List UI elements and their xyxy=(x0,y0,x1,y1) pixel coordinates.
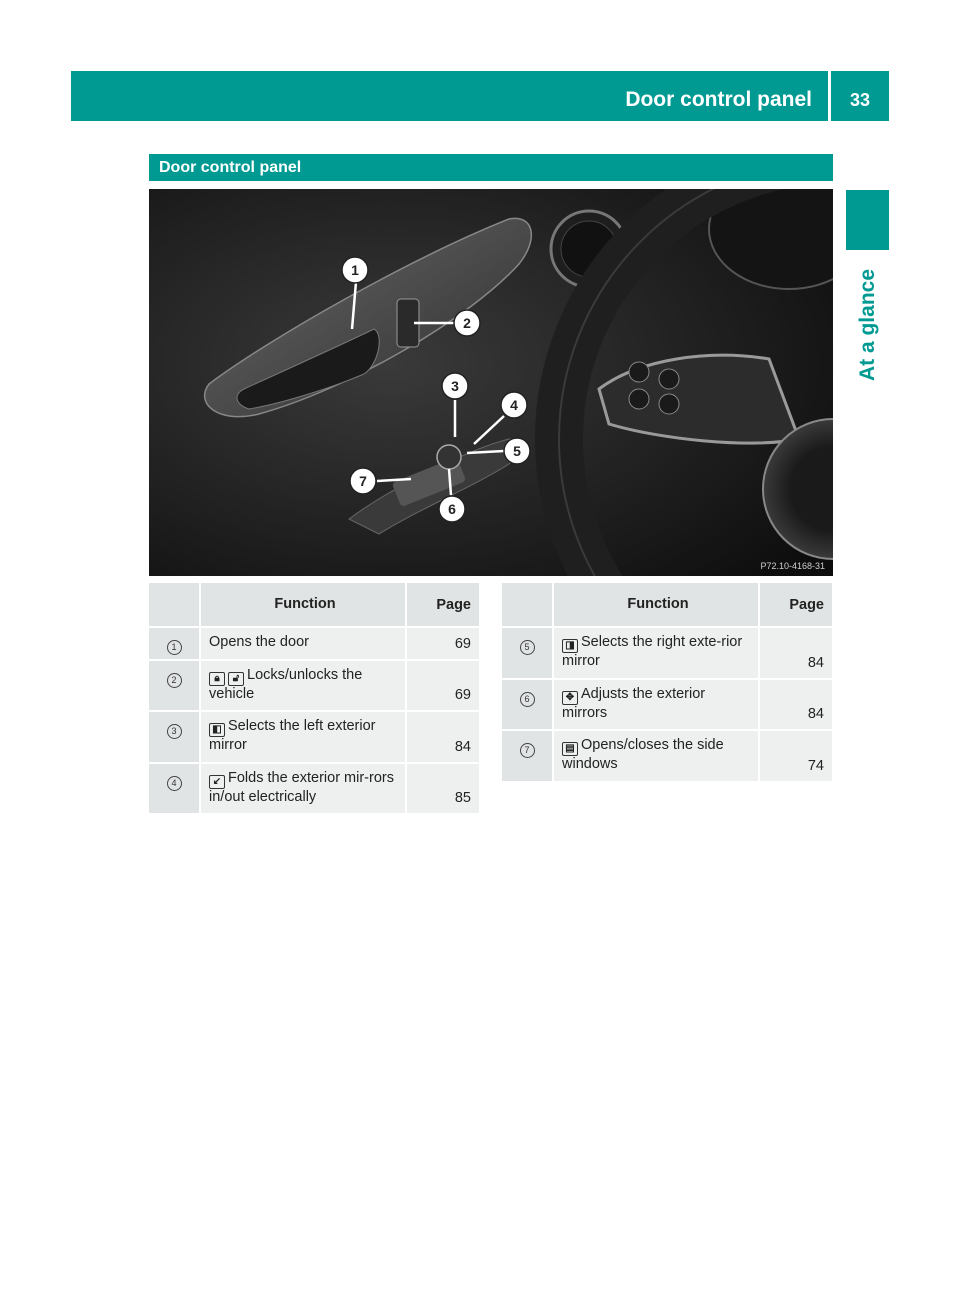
row-number-circle: 6 xyxy=(520,692,535,707)
callout-label: 1 xyxy=(351,262,359,278)
row-function xyxy=(553,730,759,782)
table-row xyxy=(149,660,480,712)
lock-icon: 🔒︎ xyxy=(209,672,225,686)
row-number-circle: 5 xyxy=(520,640,535,655)
page-number: 33 xyxy=(849,90,871,110)
row-page: 85 xyxy=(406,763,480,815)
row-number-circle: 7 xyxy=(520,743,535,758)
function-table-left xyxy=(149,583,481,815)
row-function xyxy=(200,711,406,763)
table-row xyxy=(502,730,833,782)
side-tab-marker xyxy=(846,190,889,250)
header-title: Door control panel xyxy=(625,88,812,111)
row-page: 84 xyxy=(759,679,833,731)
table-row xyxy=(149,627,480,660)
figure-code: P72.10-4168-31 xyxy=(760,561,825,571)
door-panel-illustration xyxy=(149,189,833,576)
row-number xyxy=(149,711,200,763)
header-function: Function xyxy=(553,583,759,627)
right-mirror-icon: ◨ xyxy=(562,639,578,653)
row-function-text: Selects the right exte-rior mirror xyxy=(562,634,743,669)
callout-label: 2 xyxy=(463,315,471,331)
table-row xyxy=(149,711,480,763)
window-icon: ▤ xyxy=(562,742,578,756)
row-number xyxy=(502,679,553,731)
row-number-circle: 1 xyxy=(167,640,182,655)
adjust-mirror-icon: ✥ xyxy=(562,691,578,705)
row-function xyxy=(553,679,759,731)
fold-mirror-icon: ↙ xyxy=(209,775,225,789)
header-num xyxy=(149,583,200,627)
row-page: 74 xyxy=(759,730,833,782)
row-page: 84 xyxy=(759,627,833,679)
row-number-circle: 2 xyxy=(167,673,182,688)
callout-label: 4 xyxy=(510,397,518,413)
row-number xyxy=(502,730,553,782)
row-number xyxy=(149,763,200,815)
row-function-text: Adjusts the exterior mirrors xyxy=(562,685,706,721)
header-page: Page xyxy=(406,583,480,627)
door-panel-photo xyxy=(149,189,833,576)
row-function xyxy=(200,660,406,712)
row-page: 69 xyxy=(406,660,480,712)
function-table-right xyxy=(502,583,834,783)
table-header-row xyxy=(502,583,833,627)
row-function-text: Locks/unlocks the vehicle xyxy=(209,666,363,702)
row-page: 69 xyxy=(406,627,480,660)
section-title: Door control panel xyxy=(159,159,302,176)
row-function xyxy=(200,627,406,660)
row-number xyxy=(149,627,200,660)
row-number xyxy=(502,627,553,679)
callout-label: 7 xyxy=(359,473,367,489)
side-tab-label: At a glance xyxy=(855,268,879,382)
row-number-circle: 4 xyxy=(167,776,182,791)
row-number-circle: 3 xyxy=(167,724,182,739)
table-row xyxy=(149,763,480,815)
row-function-text: Selects the left exterior mirror xyxy=(209,718,376,753)
table-row xyxy=(502,627,833,679)
row-function-text: Opens/closes the side windows xyxy=(562,737,724,772)
row-function xyxy=(200,763,406,815)
row-function-text: Opens the door xyxy=(209,634,309,650)
row-function xyxy=(553,627,759,679)
header-function: Function xyxy=(200,583,406,627)
table-row xyxy=(502,679,833,731)
callout-label: 5 xyxy=(513,443,521,459)
header-num xyxy=(502,583,553,627)
table-header-row xyxy=(149,583,480,627)
header-page: Page xyxy=(759,583,833,627)
row-page: 84 xyxy=(406,711,480,763)
unlock-icon: 🔓︎ xyxy=(228,672,244,686)
row-function-text: Folds the exterior mir-rors in/out electrically xyxy=(209,769,394,805)
page-header xyxy=(71,71,889,121)
callout-label: 3 xyxy=(451,378,459,394)
left-mirror-icon: ◧ xyxy=(209,723,225,737)
callout-label: 6 xyxy=(448,501,456,517)
row-number xyxy=(149,660,200,712)
side-tab xyxy=(846,260,889,390)
section-header xyxy=(149,154,833,181)
